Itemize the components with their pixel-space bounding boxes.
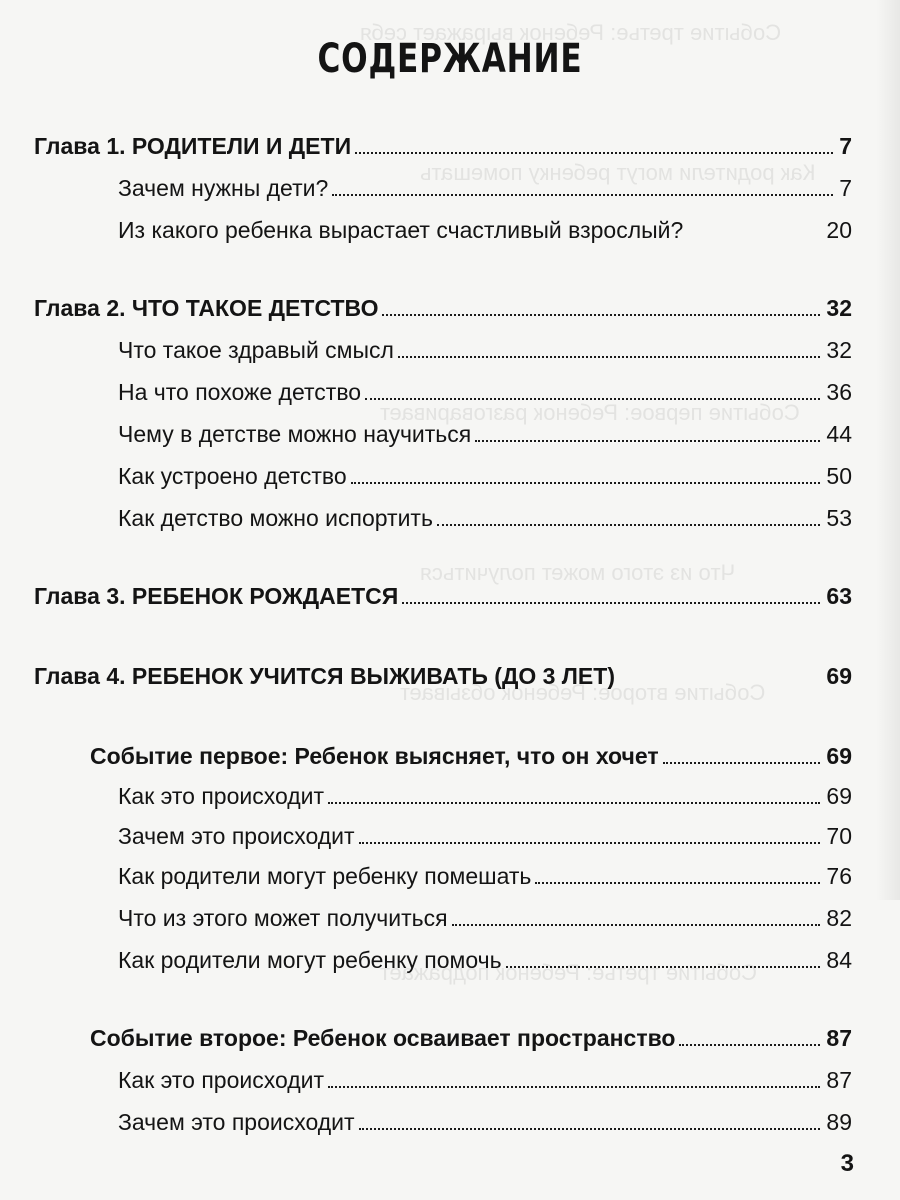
toc-page-number: 69 <box>826 663 852 689</box>
toc-page-number: 20 <box>826 217 852 243</box>
toc-label: Событие второе: Ребенок осваивает пространство <box>90 1025 676 1051</box>
toc-page-number: 32 <box>826 295 852 321</box>
toc-item[interactable] <box>118 324 852 364</box>
dot-leader <box>506 966 821 968</box>
bleed-through-text: Событие третье: Ребенок подражает <box>380 960 757 985</box>
toc-label: Зачем это происходит <box>118 1109 355 1135</box>
bleed-through-text: Событие второе: Ребенок обзывает <box>400 680 766 705</box>
toc-page-number: 63 <box>826 583 852 609</box>
bleed-through-text: Событие третье: Ребенок выражает себя <box>360 20 782 45</box>
dot-leader <box>437 524 820 526</box>
toc-page-number: 53 <box>826 505 852 531</box>
toc-label: Как это происходит <box>118 783 325 809</box>
toc-item[interactable] <box>118 1096 852 1136</box>
toc-item[interactable] <box>118 162 852 202</box>
dot-leader <box>351 482 821 484</box>
toc-item[interactable] <box>118 204 852 244</box>
dot-leader <box>365 398 820 400</box>
toc-item[interactable] <box>118 492 852 532</box>
toc-label: Событие первое: Ребенок выясняет, что он хочет <box>90 743 659 769</box>
toc-item[interactable] <box>118 408 852 448</box>
toc-event-1[interactable] <box>90 730 852 770</box>
page-number: 3 <box>840 1150 854 1177</box>
toc-chapter-3[interactable] <box>34 570 852 610</box>
toc-label: Как родители могут ребенку помешать <box>118 863 532 889</box>
toc-page-number: 32 <box>826 337 852 363</box>
toc-label: Что такое здравый смысл <box>118 337 394 363</box>
dot-leader <box>332 194 833 196</box>
dot-leader <box>452 924 821 926</box>
toc-page-number: 69 <box>826 743 852 769</box>
toc-page-number: 87 <box>826 1025 852 1051</box>
toc-event-2[interactable] <box>90 1012 852 1052</box>
dot-leader <box>475 440 820 442</box>
dot-leader <box>382 314 820 316</box>
toc-label: На что похоже детство <box>118 379 362 405</box>
toc-label: Из какого ребенка вырастает счастливый взрослый? <box>118 217 684 243</box>
toc-page-number: 7 <box>839 175 852 201</box>
toc-label: Глава 2. ЧТО ТАКОЕ ДЕТСТВО <box>34 295 379 321</box>
toc-label: Что из этого может получиться <box>118 905 448 931</box>
toc-label: Чему в детстве можно научиться <box>118 421 472 447</box>
toc-item[interactable] <box>118 934 852 974</box>
toc-label: Как устроено детство <box>118 463 347 489</box>
toc-label: Зачем это происходит <box>118 823 355 849</box>
toc-page-number: 82 <box>826 905 852 931</box>
toc-page-number: 50 <box>826 463 852 489</box>
dot-leader <box>359 1128 821 1130</box>
bleed-through-text: Событие первое: Ребенок разговаривает <box>380 400 800 425</box>
dot-leader <box>402 602 820 604</box>
toc-page-number: 7 <box>839 133 852 159</box>
toc-label: Как детство можно испортить <box>118 505 433 531</box>
toc-page-number: 44 <box>826 421 852 447</box>
dot-leader <box>355 152 833 154</box>
toc-page-number: 87 <box>826 1067 852 1093</box>
bleed-through-text: Как родители могут ребенку помешать <box>420 160 816 185</box>
dot-leader <box>398 356 820 358</box>
toc-item[interactable] <box>118 450 852 490</box>
toc-item[interactable] <box>118 770 852 810</box>
toc-item[interactable] <box>118 892 852 932</box>
toc-page-number: 69 <box>826 783 852 809</box>
dot-leader <box>535 882 820 884</box>
toc-page-number: 76 <box>826 863 852 889</box>
page-title: СОДЕРЖАНИЕ <box>317 36 583 82</box>
toc-label: Глава 4. РЕБЕНОК УЧИТСЯ ВЫЖИВАТЬ (ДО 3 ЛЕТ) <box>34 663 615 689</box>
toc-label: Как это происходит <box>118 1067 325 1093</box>
toc-chapter-4[interactable] <box>34 650 852 690</box>
bleed-through-text: Что из этого может получиться <box>420 560 736 585</box>
toc-item[interactable] <box>118 1054 852 1094</box>
toc-item[interactable] <box>118 850 852 890</box>
toc-chapter-2[interactable] <box>34 282 852 322</box>
toc-page-number: 36 <box>826 379 852 405</box>
toc-item[interactable] <box>118 366 852 406</box>
toc-label: Как родители могут ребенку помочь <box>118 947 502 973</box>
toc-chapter-1[interactable] <box>34 120 852 160</box>
page-shadow <box>876 0 900 900</box>
dot-leader <box>663 762 821 764</box>
dot-leader <box>328 802 820 804</box>
toc-label: Зачем нужны дети? <box>118 175 329 201</box>
toc-page-number: 89 <box>826 1109 852 1135</box>
toc-label: Глава 1. РОДИТЕЛИ И ДЕТИ <box>34 133 352 159</box>
toc-item[interactable] <box>118 810 852 850</box>
dot-leader <box>328 1086 820 1088</box>
dot-leader <box>359 842 821 844</box>
toc-page-number: 70 <box>826 823 852 849</box>
toc-label: Глава 3. РЕБЕНОК РОЖДАЕТСЯ <box>34 583 399 609</box>
toc-page-number: 84 <box>826 947 852 973</box>
dot-leader <box>679 1044 820 1046</box>
